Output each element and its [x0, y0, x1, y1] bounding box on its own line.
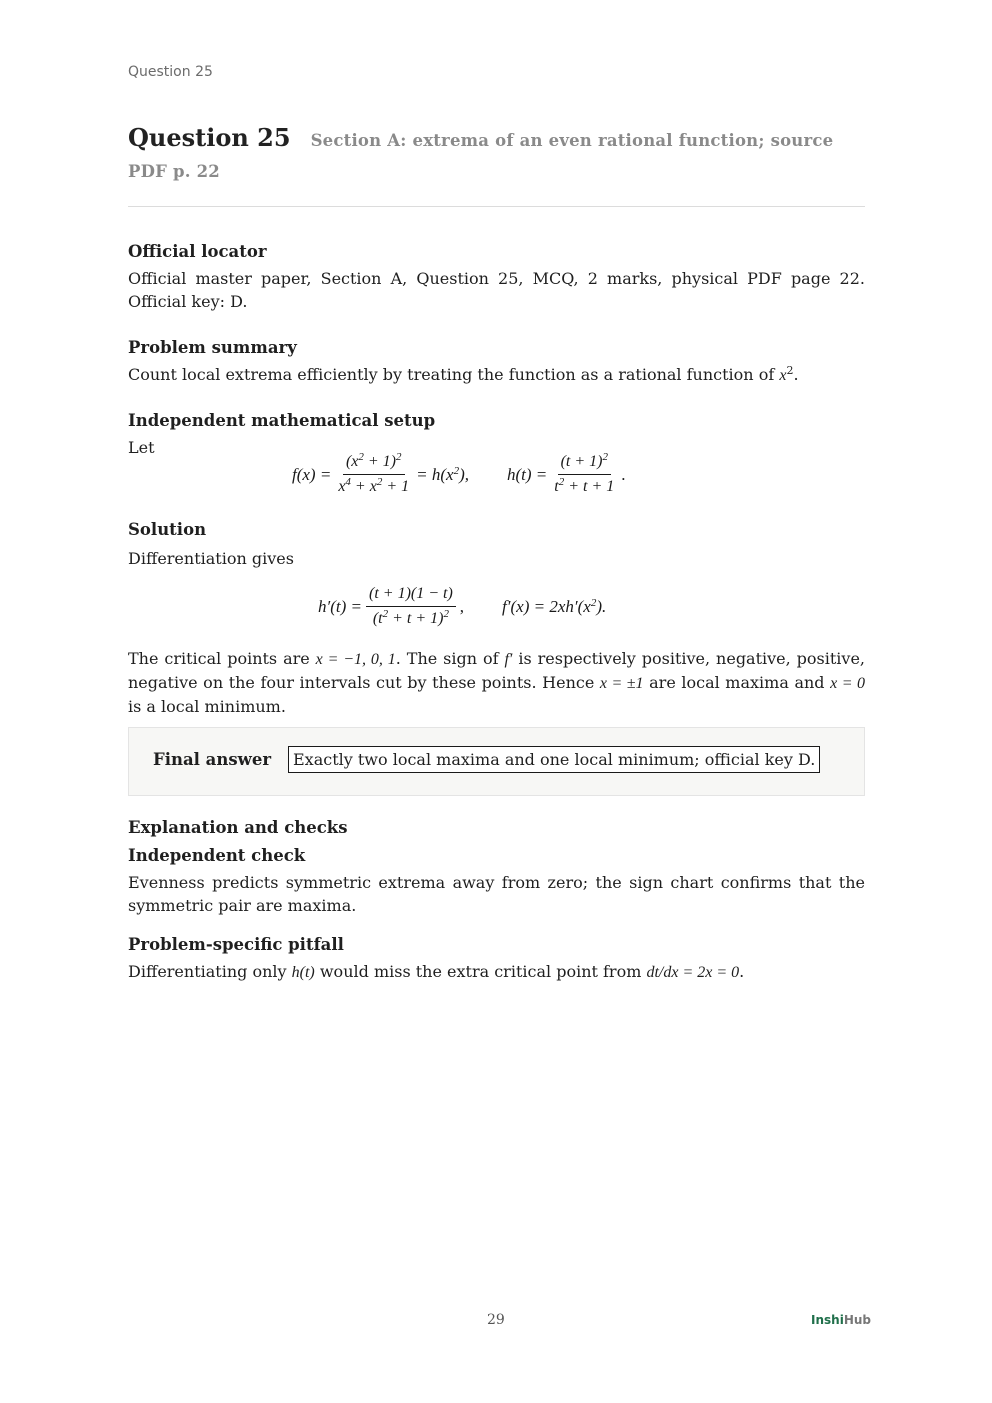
- solution-intro: Differentiation gives: [128, 549, 294, 568]
- fprime-expr: $f'(x) = 2xh'(x^2)$.: [502, 596, 607, 616]
- hprime-fraction: [366, 584, 456, 629]
- h-numerator: $(t + 1)^2$: [558, 452, 611, 475]
- pitfall-heading: Problem-specific pitfall: [128, 935, 344, 954]
- page-number: 29: [487, 1312, 505, 1328]
- f-numerator: $(x^2 + 1)^2$: [343, 452, 405, 475]
- h-lhs: h(t) =: [506, 464, 548, 484]
- summary-heading: Problem summary: [128, 338, 297, 357]
- solution-body: The critical points are x = −1, 0, 1. The sign of f′ is respectively positive, negative, positive, negative on the four intervals cut by these points. Hence x = ±1 are local maxima and x = 0 is a local minimum.: [128, 649, 866, 716]
- brand-logo: InshiHub: [811, 1313, 871, 1327]
- hprime-numerator: (t + 1)(1 − t): [366, 584, 456, 607]
- fprime-symbol: f′: [504, 651, 513, 668]
- derivative-equation: [318, 584, 606, 629]
- f-equals-h: = $h(x^2)$,: [416, 464, 469, 484]
- f-lhs: f(x) =: [292, 464, 332, 484]
- pitfall-text: Differentiating only h(t) would miss the extra critical point from dt/dx = 2x = 0.: [128, 962, 745, 981]
- setup-period: .: [621, 464, 626, 484]
- explanation-heading: Explanation and checks: [128, 818, 348, 837]
- check-heading: Independent check: [128, 846, 306, 865]
- hprime-comma: ,: [459, 596, 465, 616]
- locator-text: Official master paper, Section A, Question 25, MCQ, 2 marks, physical PDF page 22. Official key: D.: [128, 269, 865, 311]
- hprime-denominator: $(t^2 + t + 1)^2$: [372, 608, 449, 627]
- setup-equation: [292, 452, 626, 497]
- critical-points: x = −1, 0, 1: [315, 651, 396, 668]
- h-of-t: h(t): [291, 964, 315, 981]
- solution-heading: Solution: [128, 520, 207, 539]
- h-fraction: [551, 452, 617, 497]
- summary-text: Count local extrema efficiently by treating the function as a rational function of: [128, 365, 775, 384]
- check-text: Evenness predicts symmetric extrema away from zero; the sign chart confirms that the symmetric pair are maxima.: [128, 873, 865, 915]
- page-subtitle: Section A: extrema of an even rational function; source PDF p. 22: [128, 131, 834, 181]
- title-block: [128, 122, 865, 187]
- h-denominator: $t^2 + t + 1$: [554, 476, 615, 495]
- title-divider: [128, 206, 865, 207]
- dtdx-expr: dt/dx = 2x = 0: [646, 964, 740, 981]
- setup-heading: Independent mathematical setup: [128, 411, 436, 430]
- setup-intro: Let: [128, 438, 155, 457]
- final-answer-label: Final answer: [153, 750, 272, 769]
- maxima-points: x = ±1: [599, 675, 644, 692]
- final-answer-text: Exactly two local maxima and one local minimum; official key D.: [288, 746, 820, 773]
- summary-var: x: [779, 367, 787, 384]
- page-title: Question 25: [128, 123, 291, 152]
- summary-period: .: [793, 365, 799, 384]
- summary-paragraph: [128, 363, 865, 387]
- final-answer-box: [128, 727, 865, 796]
- locator-heading: Official locator: [128, 242, 267, 261]
- summary-exp: 2: [786, 364, 794, 377]
- f-denominator: $x^4 + x^2 + 1$: [338, 476, 410, 495]
- minimum-point: x = 0: [830, 675, 865, 692]
- hprime-lhs: h′(t) =: [318, 596, 362, 616]
- running-head: Question 25: [128, 64, 213, 80]
- f-fraction: [335, 452, 412, 497]
